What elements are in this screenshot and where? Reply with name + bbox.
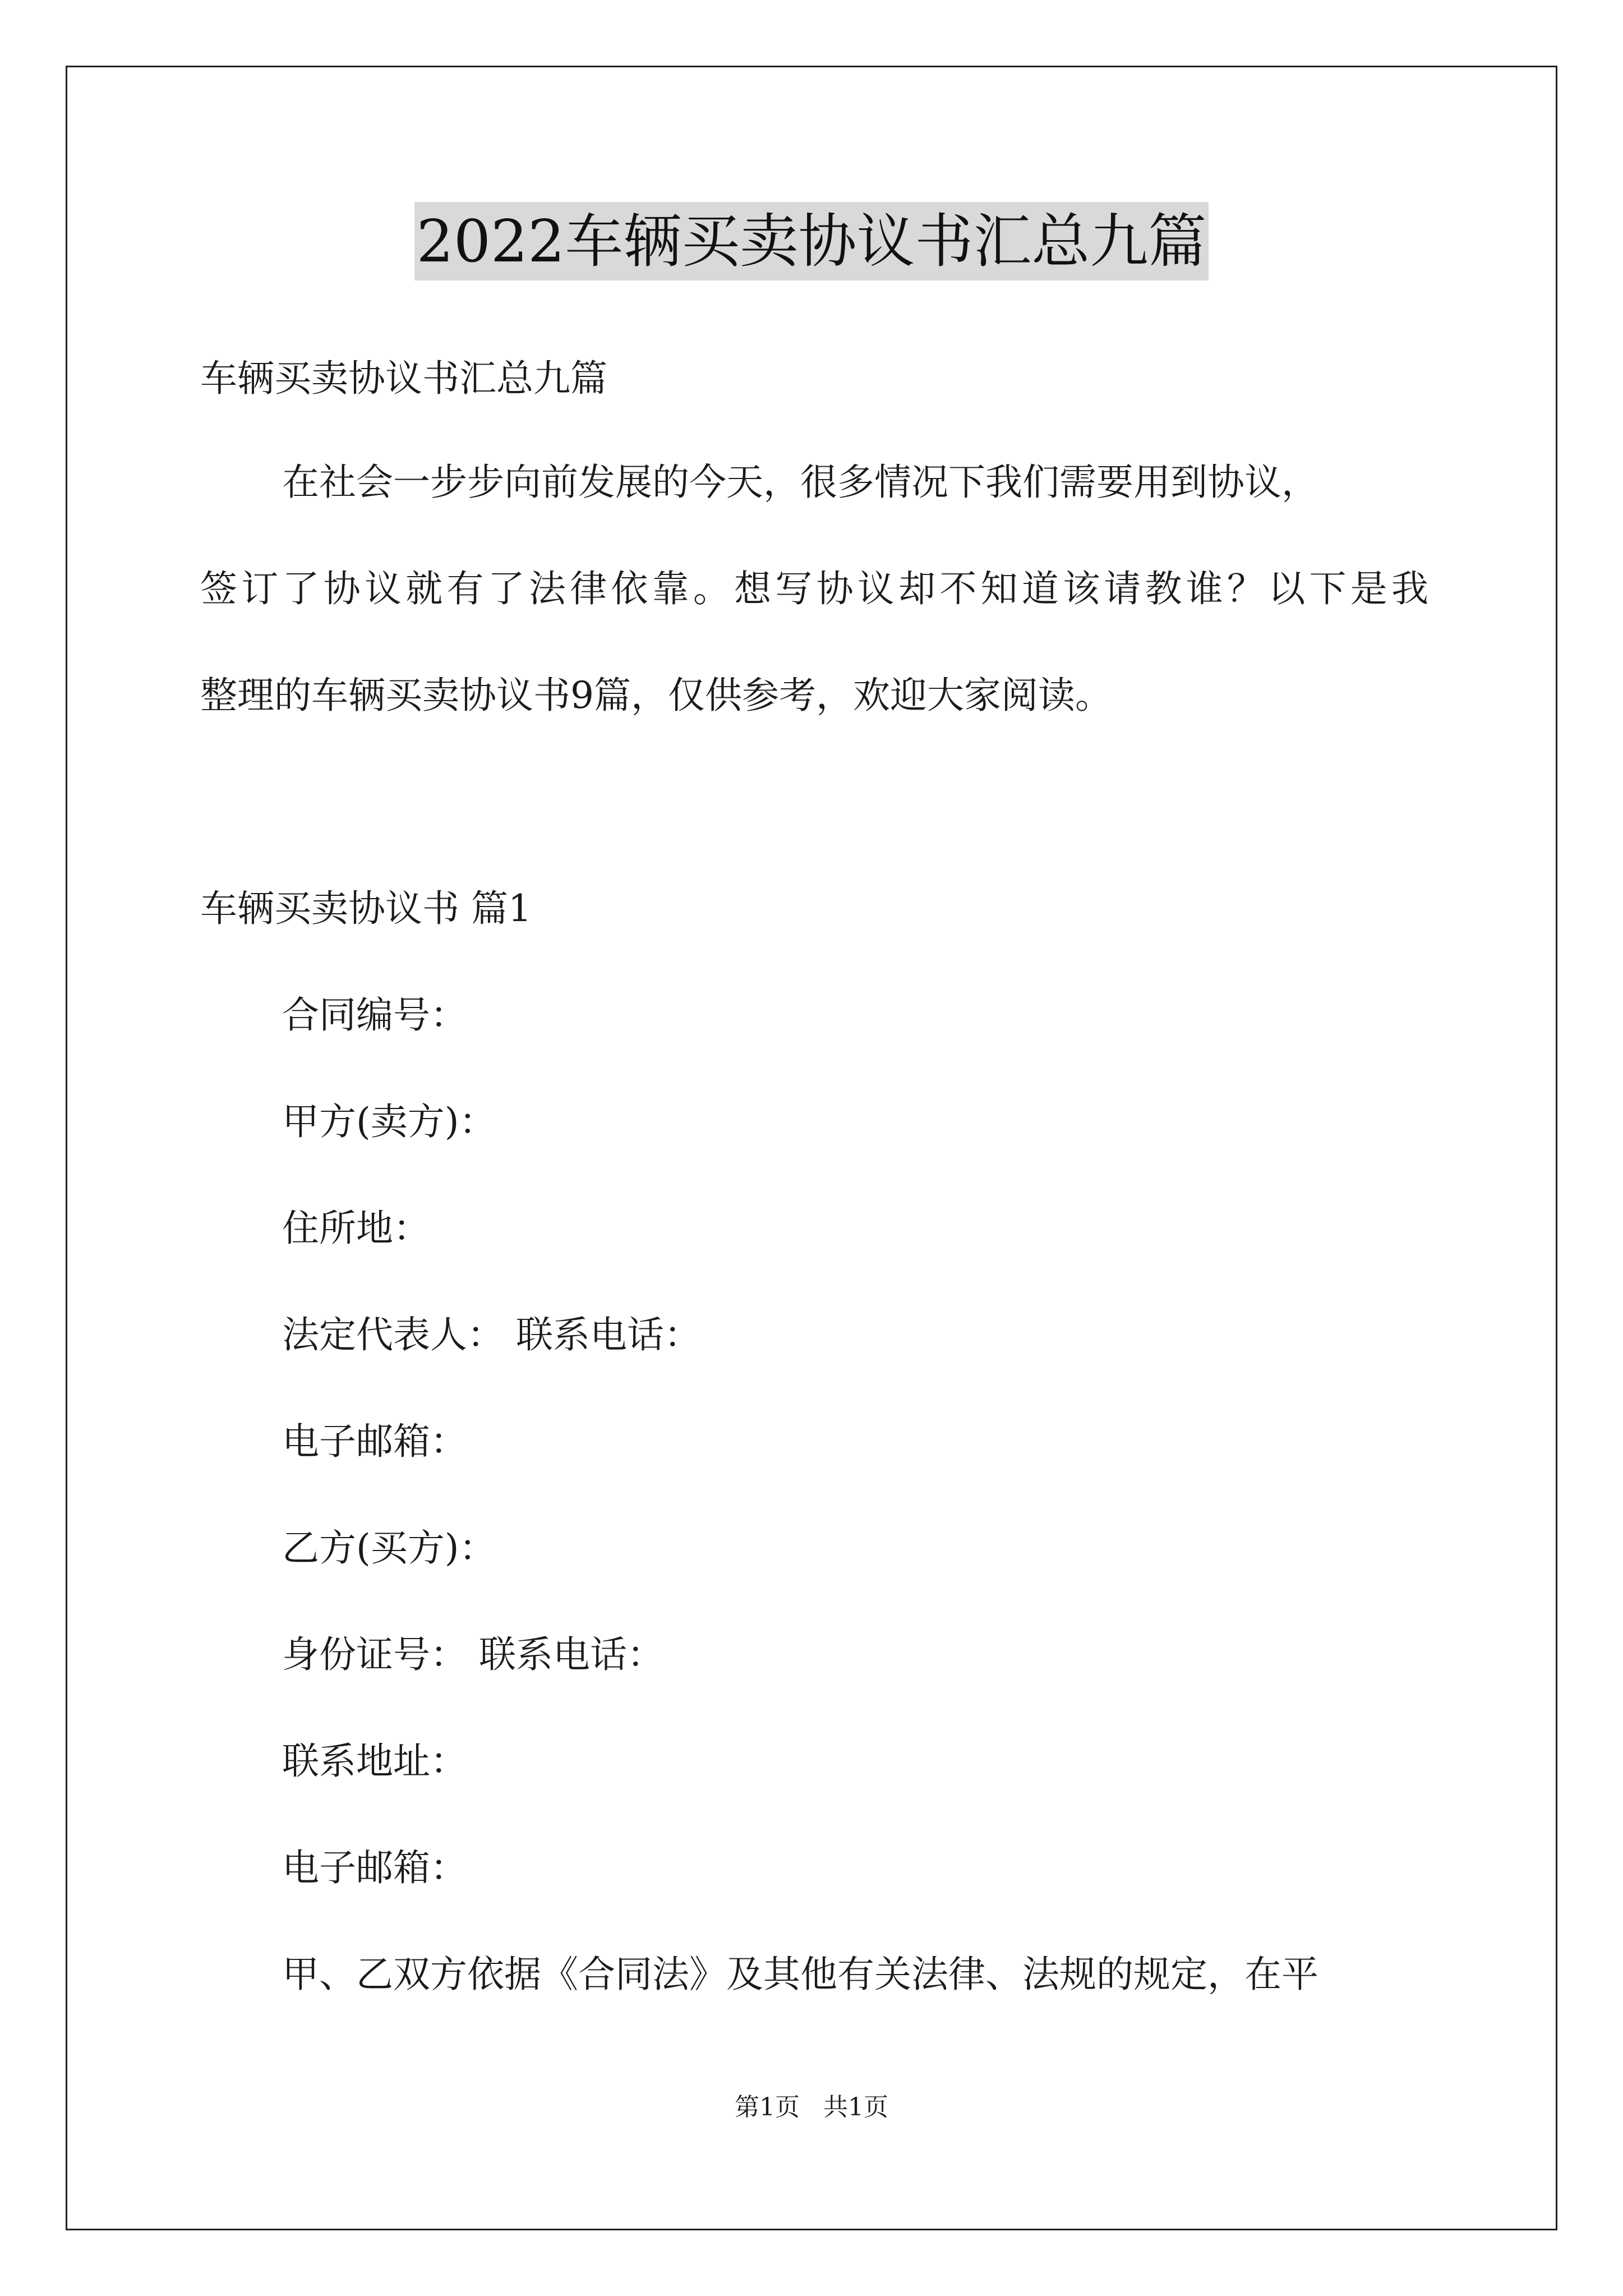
page-footer: [0, 2091, 1623, 2124]
document-subtitle: 车辆买卖协议书汇总九篇: [200, 357, 607, 400]
document-title: 2022车辆买卖协议书汇总九篇: [414, 202, 1209, 280]
field-domicile: 住所地：: [282, 1207, 430, 1250]
field-contact-address: 联系地址：: [282, 1740, 467, 1783]
field-party-b: 乙方(买方)：: [282, 1526, 496, 1570]
intro-line-3: 整理的车辆买卖协议书9篇，仅供参考，欢迎大家阅读。: [200, 674, 1112, 717]
page-number: 第1页 共1页: [735, 2093, 888, 2122]
field-id-number: 身份证号： 联系电话：: [282, 1633, 664, 1676]
field-email-a: 电子邮箱：: [282, 1420, 467, 1463]
intro-line-2: 签订了协议就有了法律依靠。想写协议却不知道该请教谁？以下是我: [200, 567, 1428, 610]
section-heading: 车辆买卖协议书 篇1: [200, 887, 532, 930]
field-email-b: 电子邮箱：: [282, 1846, 467, 1889]
field-party-a: 甲方(卖方)：: [282, 1100, 496, 1143]
field-contract-number: 合同编号：: [282, 993, 467, 1037]
intro-line-1: 在社会一步步向前发展的今天，很多情况下我们需要用到协议，: [282, 461, 1318, 504]
closing-line: 甲、乙双方依据《合同法》及其他有关法律、法规的规定，在平: [282, 1953, 1318, 1996]
field-legal-representative: 法定代表人： 联系电话：: [282, 1313, 701, 1356]
title-container: [0, 202, 1623, 280]
